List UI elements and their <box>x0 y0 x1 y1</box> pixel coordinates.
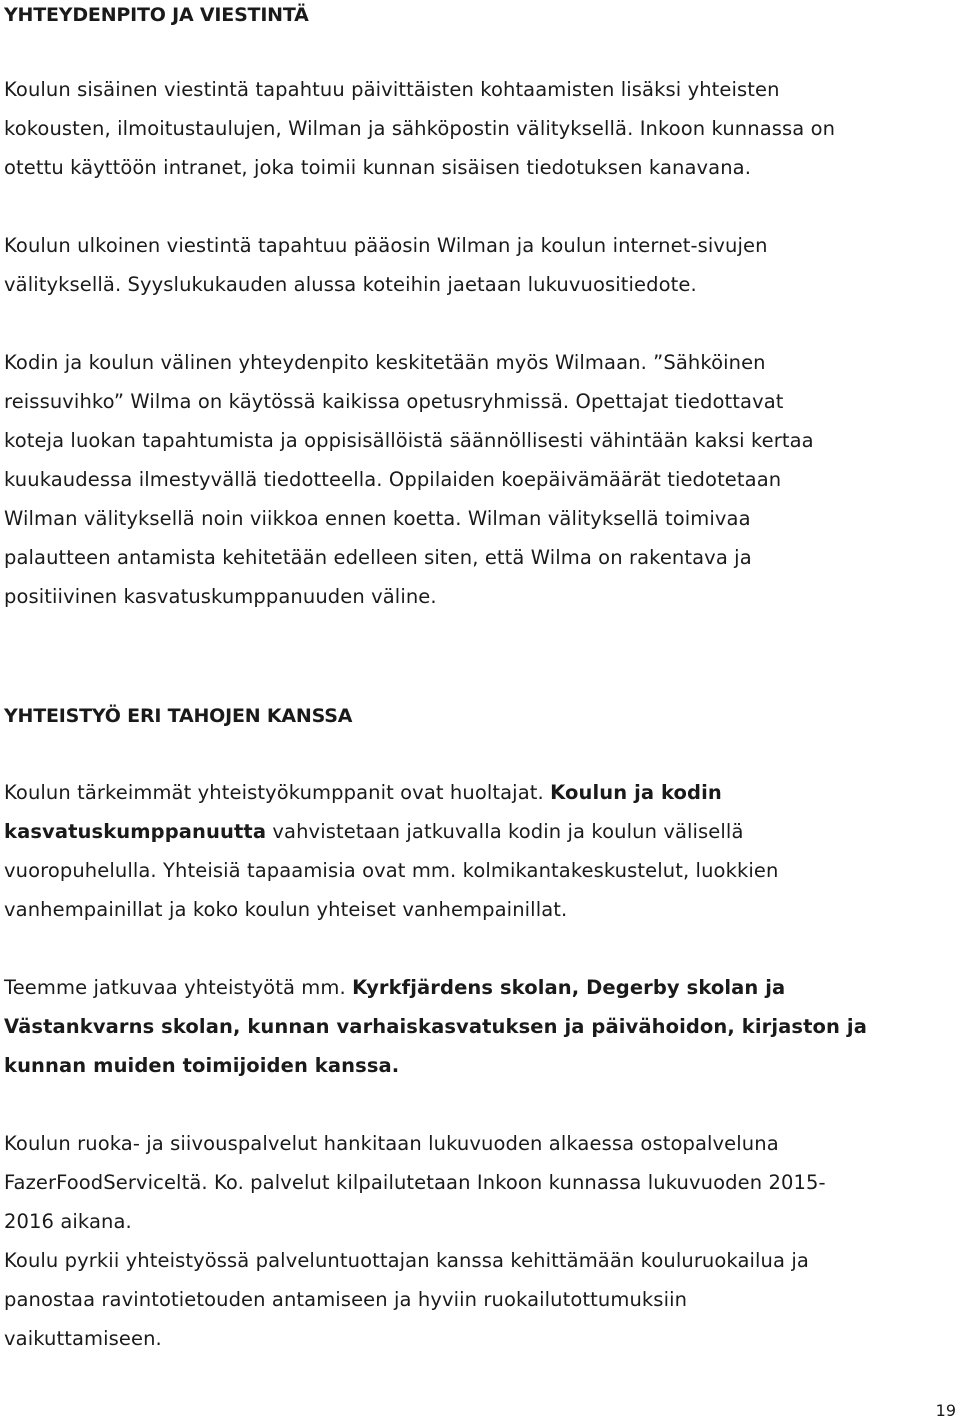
text-line: FazerFoodServiceltä. Ko. palvelut kilpailutetaan Inkoon kunnassa lukuvuoden 2015- <box>4 1171 826 1194</box>
paragraph-home-school-contact <box>4 343 954 616</box>
text-line: koteja luokan tapahtumista ja oppisisällöistä säännöllisesti vähintään kaksi kertaa <box>4 429 814 452</box>
text-line: reissuvihko” Wilma on käytössä kaikissa opetusryhmissä. Opettajat tiedottavat <box>4 390 784 413</box>
text-line: vuoropuhelulla. Yhteisiä tapaamisia ovat mm. kolmikantakeskustelut, luokkien <box>4 859 779 882</box>
text-line: Koulun sisäinen viestintä tapahtuu päivittäisten kohtaamisten lisäksi yhteisten <box>4 78 780 101</box>
bold-text-line: kunnan muiden toimijoiden kanssa. <box>4 1054 400 1077</box>
page-number: 19 <box>935 1401 956 1420</box>
text-line <box>4 812 954 851</box>
paragraph-internal-communication <box>4 70 954 187</box>
text-line: kokousten, ilmoitustaulujen, Wilman ja sähköpostin välityksellä. Inkoon kunnassa on <box>4 117 836 140</box>
text-line: palautteen antamista kehitetään edelleen siten, että Wilma on rakentava ja <box>4 546 752 569</box>
text-run: Teemme jatkuvaa yhteistyötä mm. <box>4 976 353 999</box>
text-line: Koulu pyrkii yhteistyössä palveluntuottajan kanssa kehittämään kouluruokailua ja <box>4 1249 809 1272</box>
paragraph-guardians-cooperation <box>4 773 954 929</box>
text-line: otettu käyttöön intranet, joka toimii kunnan sisäisen tiedotuksen kanavana. <box>4 156 752 179</box>
text-line: panostaa ravintotietouden antamiseen ja hyviin ruokailutottumuksiin <box>4 1288 688 1311</box>
bold-text-run: kasvatuskumppanuutta <box>4 820 267 843</box>
text-line: vanhempainillat ja koko koulun yhteiset vanhempainillat. <box>4 898 568 921</box>
text-line <box>4 773 954 812</box>
text-run: Koulun tärkeimmät yhteistyökumppanit ovat huoltajat. <box>4 781 551 804</box>
paragraph-school-partners <box>4 968 954 1085</box>
text-line: välityksellä. Syyslukukauden alussa koteihin jaetaan lukuvuositiedote. <box>4 273 697 296</box>
section-heading-yhteistyo: YHTEISTYÖ ERI TAHOJEN KANSSA <box>4 705 353 727</box>
text-line: Koulun ruoka- ja siivouspalvelut hankitaan lukuvuoden alkaessa ostopalveluna <box>4 1132 779 1155</box>
bold-text-run: Kyrkfjärdens skolan, Degerby skolan ja <box>352 976 786 999</box>
section-heading-yhteydenpito: YHTEYDENPITO JA VIESTINTÄ <box>4 4 309 26</box>
text-line: 2016 aikana. <box>4 1210 132 1233</box>
text-line: Koulun ulkoinen viestintä tapahtuu pääosin Wilman ja koulun internet-sivujen <box>4 234 768 257</box>
text-line: kuukaudessa ilmestyvällä tiedotteella. Oppilaiden koepäivämäärät tiedotetaan <box>4 468 782 491</box>
text-line <box>4 968 954 1007</box>
paragraph-food-services <box>4 1124 954 1358</box>
text-line: Wilman välityksellä noin viikkoa ennen koetta. Wilman välityksellä toimivaa <box>4 507 751 530</box>
text-run: vahvistetaan jatkuvalla kodin ja koulun välisellä <box>266 820 744 843</box>
text-line: positiivinen kasvatuskumppanuuden väline. <box>4 585 437 608</box>
text-line: Kodin ja koulun välinen yhteydenpito keskitetään myös Wilmaan. ”Sähköinen <box>4 351 766 374</box>
text-line: vaikuttamiseen. <box>4 1327 162 1350</box>
bold-text-run: Koulun ja kodin <box>550 781 722 804</box>
bold-text-line: Västankvarns skolan, kunnan varhaiskasvatuksen ja päivähoidon, kirjaston ja <box>4 1015 867 1038</box>
paragraph-external-communication <box>4 226 954 304</box>
